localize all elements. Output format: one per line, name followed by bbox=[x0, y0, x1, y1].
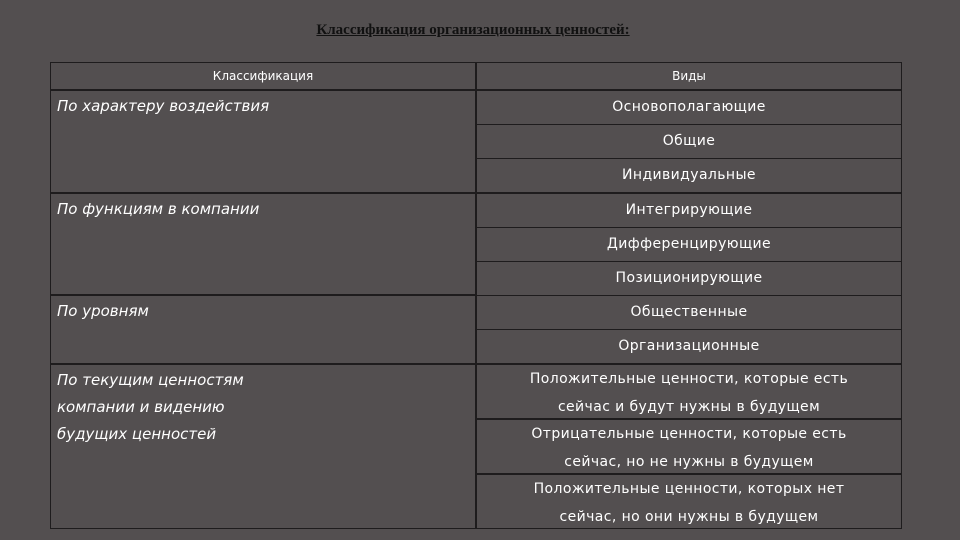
kind-line: сейчас, но они нужны в будущем bbox=[559, 509, 819, 525]
header-classification: Классификация bbox=[50, 62, 476, 90]
kind-cell bbox=[476, 419, 902, 474]
category-cell: По характеру воздействия bbox=[50, 90, 476, 193]
kind-line: сейчас, но не нужны в будущем bbox=[564, 454, 814, 470]
category-line: будущих ценностей bbox=[57, 425, 217, 443]
kind-line: сейчас и будут нужны в будущем bbox=[557, 399, 821, 415]
kind-cell bbox=[476, 364, 902, 419]
kind-cell bbox=[476, 474, 902, 529]
category-cell: По функциям в компании bbox=[50, 193, 476, 295]
category-line: компании и видению bbox=[57, 398, 225, 416]
kind-line: Положительные ценности, которые есть bbox=[529, 371, 849, 387]
kind-cell: Позиционирующие bbox=[476, 261, 902, 296]
kind-cell: Дифференцирующие bbox=[476, 227, 902, 262]
category-cell: По уровням bbox=[50, 295, 476, 364]
header-kinds: Виды bbox=[476, 62, 902, 90]
kind-line: Положительные ценности, которых нет bbox=[533, 481, 845, 497]
page-title: Классификация организационных ценностей: bbox=[316, 22, 630, 38]
kind-cell: Основополагающие bbox=[476, 90, 902, 125]
category-line: По текущим ценностям bbox=[57, 371, 244, 389]
kind-cell: Общие bbox=[476, 124, 902, 159]
kind-cell: Интегрирующие bbox=[476, 193, 902, 228]
kind-line: Отрицательные ценности, которые есть bbox=[531, 426, 847, 442]
category-cell bbox=[50, 364, 476, 529]
kind-cell: Организационные bbox=[476, 329, 902, 364]
kind-cell: Индивидуальные bbox=[476, 158, 902, 193]
kind-cell: Общественные bbox=[476, 295, 902, 330]
